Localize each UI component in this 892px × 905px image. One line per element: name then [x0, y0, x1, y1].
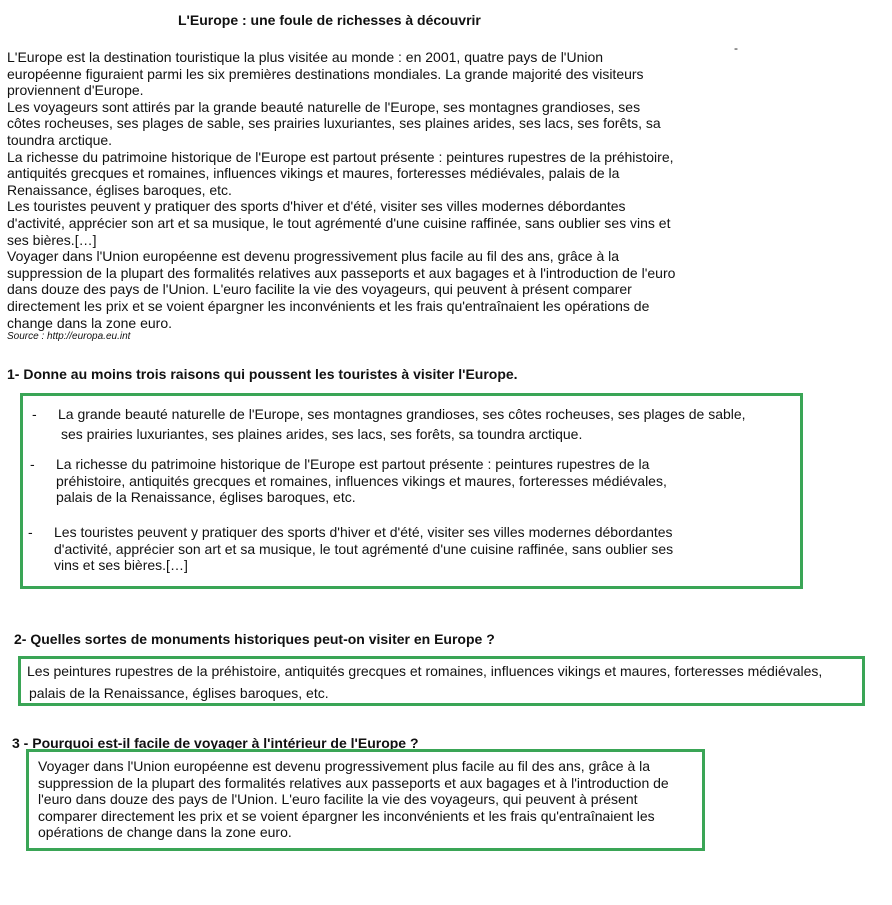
intro-paragraph: La richesse du patrimoine historique de l'Europe est partout présente : peintures rupestres de la préhistoire, antiquités grecques et romaines, influences vikings et maures, forteresses médiévales, palais de la Renaissance, églises baroques, etc.: [7, 148, 674, 198]
answer-line: La grande beauté naturelle de l'Europe, ses montagnes grandioses, ses côtes rocheuses, ses plages de sable,: [58, 406, 746, 422]
answer-line: Voyager dans l'Union européenne est devenu progressivement plus facile au fil des ans, grâce à la: [38, 758, 651, 774]
intro-paragraph: L'Europe est la destination touristique la plus visitée au monde : en 2001, quatre pays de l'Union européenne figuraient parmi les six premières destinations mondiales. La grande majorité des visiteurs proviennent d'Europe.: [7, 49, 644, 99]
answer-line: Les touristes peuvent y pratiquer des sports d'hiver et d'été, visiter ses villes modernes débordantes: [54, 524, 673, 540]
intro-text: [7, 49, 677, 331]
answer-line: palais de la Renaissance, églises baroques, etc.: [56, 489, 356, 506]
answer-box-3: [26, 749, 705, 851]
answer-line: Les peintures rupestres de la préhistoire, antiquités grecques et romaines, influences vikings et maures, forteresses médiévales,: [27, 663, 823, 679]
answer-3-dash: -: [28, 524, 33, 540]
answer-line: d'activité, apprécier son art et sa musique, le tout agrémenté d'une cuisine raffinée, sans oublier ses: [54, 540, 674, 557]
answer-2-item: [56, 456, 796, 506]
answer-line: préhistoire, antiquités grecques et romaines, influences vikings et maures, forteresses médiévales,: [56, 472, 667, 489]
answer-line: l'euro dans douze des pays de l'Union. L'euro facilite la vie des voyageurs, qui peuvent à présent: [38, 791, 638, 808]
corner-mark: -: [734, 41, 738, 55]
answer-line: vins et ses bières.[…]: [54, 557, 188, 574]
answer-1-dash: -: [32, 406, 37, 422]
intro-paragraph: Les voyageurs sont attirés par la grande beauté naturelle de l'Europe, ses montagnes grandioses, ses côtes rocheuses, ses plages de sable, ses prairies luxuriantes, ses plaines arides, ses lacs, ses forêts, sa toundra arctique.: [7, 98, 661, 148]
answer-line: opérations de change dans la zone euro.: [38, 824, 292, 841]
question-1: 1- Donne au moins trois raisons qui poussent les touristes à visiter l'Europe.: [7, 366, 518, 382]
question-3: 3 - Pourquoi est-il facile de voyager à l'intérieur de l'Europe ?: [12, 735, 419, 751]
question-2: 2- Quelles sortes de monuments historiques peut-on visiter en Europe ?: [14, 631, 495, 647]
answer-line: La richesse du patrimoine historique de l'Europe est partout présente : peintures rupestres de la: [56, 456, 650, 472]
answer-2-dash: -: [30, 456, 35, 472]
intro-paragraph: Les touristes peuvent y pratiquer des sports d'hiver et d'été, visiter ses villes modernes débordantes d'activité, apprécier son art et sa musique, le tout agrémenté d'une cuisine raffinée, sans oublier ses vins et ses bières.[…]: [7, 198, 671, 248]
page-title: L'Europe : une foule de richesses à découvrir: [178, 12, 481, 28]
answer-line: ses prairies luxuriantes, ses plaines arides, ses lacs, ses forêts, sa toundra arctique.: [61, 425, 583, 442]
source-citation: Source : http://europa.eu.int: [7, 331, 131, 342]
answer-line: palais de la Renaissance, églises baroques, etc.: [29, 685, 329, 701]
answer-box-2: [18, 656, 865, 706]
answer-text: [38, 758, 669, 841]
answer-line: suppression de la plupart des formalités relatives aux passeports et aux bagages et à l'introduction de: [38, 774, 669, 791]
intro-paragraph: Voyager dans l'Union européenne est devenu progressivement plus facile au fil des ans, grâce à la suppression de la plupart des formalités relatives aux passeports et aux bagages et à l'introduction de l'euro dans douze des pays de l'Union. L'euro facilite la vie des voyageurs, qui peuvent à présent comparer directement les prix et se voient épargner les inconvénients et les frais qu'entraînaient les opérations de change dans la zone euro.: [7, 248, 676, 331]
answer-box-1: [20, 393, 803, 589]
answer-1-item: [58, 406, 798, 442]
answer-3-item: [54, 524, 794, 574]
answer-line: comparer directement les prix et se voient épargner les inconvénients et les frais qu'entraînaient les: [38, 807, 655, 824]
